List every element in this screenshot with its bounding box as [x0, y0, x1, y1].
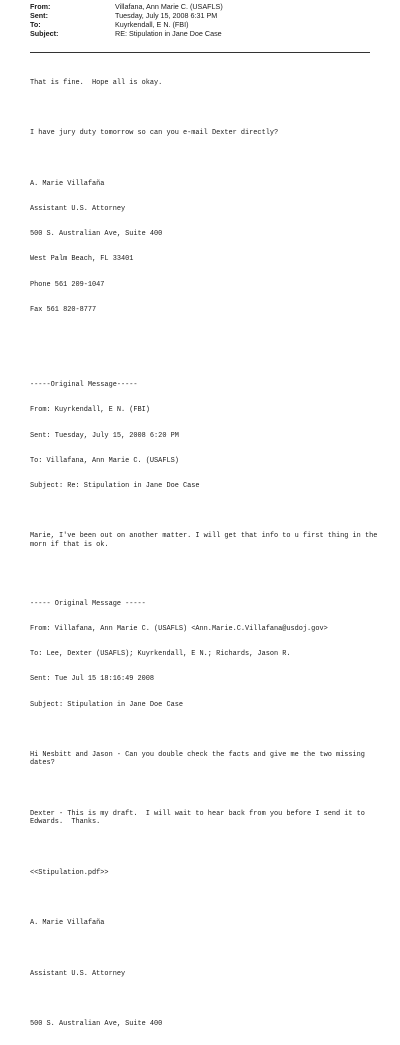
original2-sent: Sent: Tue Jul 15 18:16:49 2008: [30, 675, 155, 684]
header-divider: [30, 52, 370, 53]
signature2-name: A. Marie Villafaña: [30, 919, 105, 928]
header-to-value: Kuyrkendall, E N. (FBI): [115, 20, 189, 29]
original2-from: From: Villafana, Ann Marie C. (USAFLS) <Ann.Marie.C.Villafana@usdoj.gov>: [30, 624, 328, 633]
reply-line-1: That is fine. Hope all is okay.: [30, 78, 163, 87]
signature-title: Assistant U.S. Attorney: [30, 204, 126, 213]
signature2-address: 500 S. Australian Ave, Suite 400: [30, 1019, 163, 1028]
header-sent-row: [30, 11, 390, 20]
signature-city: West Palm Beach, FL 33401: [30, 255, 134, 264]
original2-subject: Subject: Stipulation in Jane Doe Case: [30, 700, 183, 709]
original2-para-2: Dexter - This is my draft. I will wait to hear back from you before I send it to Edwards. Thanks.: [30, 809, 370, 827]
original-sent: Sent: Tuesday, July 15, 2008 6:20 PM: [30, 431, 179, 440]
header-from-label: From:: [30, 2, 51, 11]
original-to: To: Villafana, Ann Marie C. (USAFLS): [30, 456, 179, 465]
header-subject-label: Subject:: [30, 29, 59, 38]
email-header: [30, 2, 390, 38]
attachment-name: <<Stipulation.pdf>>: [30, 868, 109, 877]
original-from: From: Kuyrkendall, E N. (FBI): [30, 406, 150, 415]
signature-name: A. Marie Villafaña: [30, 179, 105, 188]
original-body: Marie, I've been out on another matter. I will get that info to u first thing in the morn if that is ok.: [30, 532, 382, 549]
signature2-title: Assistant U.S. Attorney: [30, 969, 126, 978]
original2-to: To: Lee, Dexter (USAFLS); Kuyrkendall, E N.; Richards, Jason R.: [30, 650, 291, 659]
original-message-separator-2: ----- Original Message -----: [30, 599, 146, 608]
email-body: [30, 62, 392, 1045]
header-from-value: Villafana, Ann Marie C. (USAFLS): [115, 2, 223, 11]
signature-address: 500 S. Australian Ave, Suite 400: [30, 230, 163, 239]
header-to-row: [30, 20, 390, 29]
header-subject-value: RE: Stipulation in Jane Doe Case: [115, 29, 222, 38]
header-sent-label: Sent:: [30, 11, 48, 20]
header-subject-row: [30, 29, 390, 38]
signature-phone: Phone 561 209-1047: [30, 280, 105, 289]
signature-fax: Fax 561 820-8777: [30, 305, 97, 314]
header-sent-value: Tuesday, July 15, 2008 6:31 PM: [115, 11, 218, 20]
reply-line-2: I have jury duty tomorrow so can you e-mail Dexter directly?: [30, 129, 279, 138]
header-from-row: [30, 2, 390, 11]
original-message-separator: -----Original Message-----: [30, 381, 138, 390]
header-to-label: To:: [30, 20, 41, 29]
original2-para-1: Hi Nesbitt and Jason - Can you double check the facts and give me the two missing dates?: [30, 751, 370, 768]
original-subject: Subject: Re: Stipulation in Jane Doe Case: [30, 482, 200, 491]
